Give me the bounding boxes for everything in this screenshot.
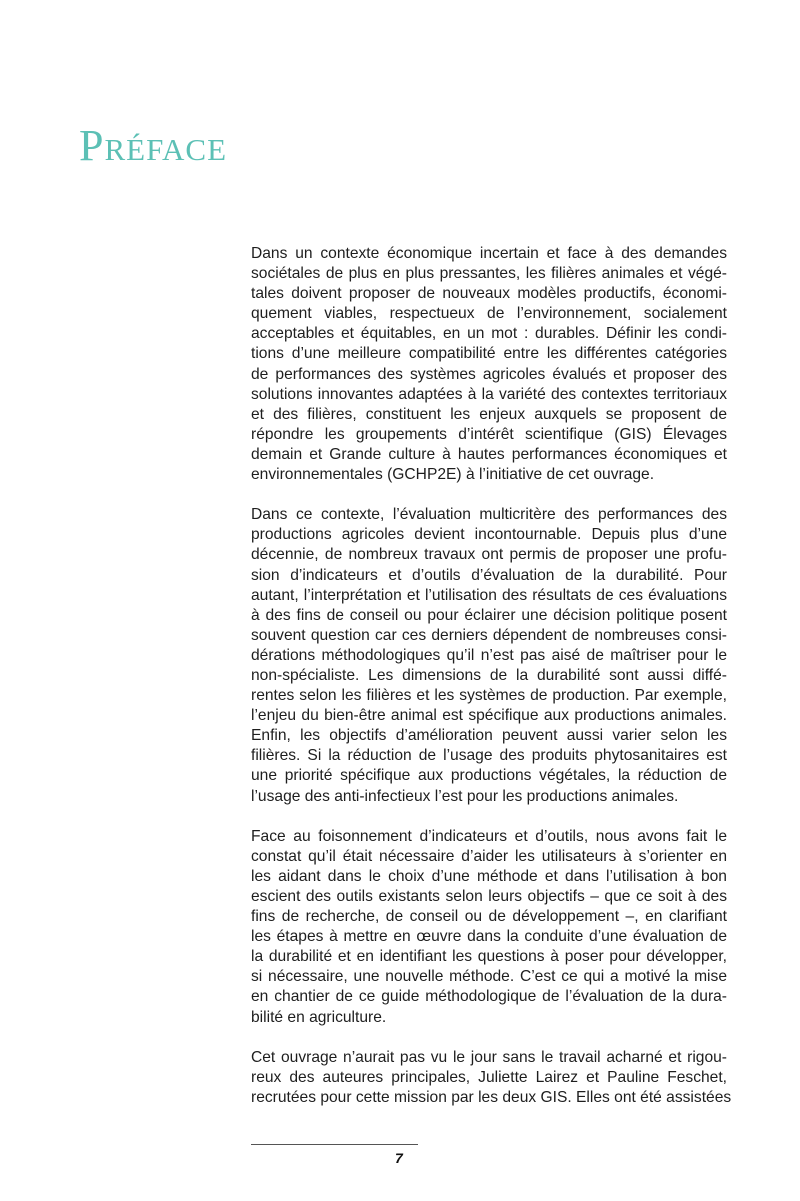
text-line: reux des auteures principales, Juliette Lairez et Pauline Feschet, bbox=[251, 1068, 727, 1086]
text-line: l’usage des anti-infectieux l’est pour les productions animales. bbox=[251, 787, 679, 805]
text-line: tales doivent proposer de nouveaux modèles productifs, économi- bbox=[251, 285, 727, 303]
text-line: les étapes à mettre en œuvre dans la conduite d’une évaluation de bbox=[251, 928, 727, 946]
text-line: productions agricoles devient incontournable. Depuis plus d’une bbox=[251, 526, 727, 544]
text-line: Face au foisonnement d’indicateurs et d’outils, nous avons fait le bbox=[251, 827, 727, 845]
text-line: une priorité spécifique aux productions végétales, la réduction de bbox=[251, 767, 727, 785]
text-line: l’enjeu du bien-être animal est spécifique aux productions animales. bbox=[251, 707, 727, 725]
text-line: bilité en agriculture. bbox=[251, 1008, 387, 1026]
text-line: Cet ouvrage n’aurait pas vu le jour sans le travail acharné et rigou- bbox=[251, 1048, 727, 1066]
footer-rule bbox=[251, 1144, 418, 1145]
text-line: souvent question car ces derniers dépendent de nombreuses consi- bbox=[251, 626, 727, 644]
text-line: environnementales (GCHP2E) à l’initiative de cet ouvrage. bbox=[251, 466, 655, 484]
text-line: sion d’indicateurs et d’outils d’évaluation de la durabilité. Pour bbox=[251, 566, 727, 584]
text-line: non-spécialiste. Les dimensions de la durabilité sont aussi diffé- bbox=[251, 666, 727, 684]
text-line: dérations méthodologiques qu’il n’est pas aisé de maîtriser pour le bbox=[251, 646, 727, 664]
text-line: demain et Grande culture à hautes performances économiques et bbox=[251, 445, 727, 463]
text-line: constat qu’il était nécessaire d’aider les utilisateurs à s’orienter en bbox=[251, 847, 727, 865]
text-line: filières. Si la réduction de l’usage des produits phytosanitaires est bbox=[251, 747, 727, 765]
text-line: décennie, de nombreux travaux ont permis de proposer une profu- bbox=[251, 546, 727, 564]
text-line: escient des outils existants selon leurs objectifs – que ce soit à des bbox=[251, 888, 727, 905]
paragraph bbox=[251, 244, 727, 485]
page-number: 7 bbox=[395, 1150, 403, 1166]
text-line: autant, l’interprétation et l’utilisation des résultats de ces évaluations bbox=[251, 586, 727, 604]
text-line: les aidant dans le choix d’une méthode et dans l’utilisation à bon bbox=[251, 867, 727, 885]
text-line: en chantier de ce guide méthodologique de l’évaluation de la dura- bbox=[251, 988, 727, 1006]
paragraph bbox=[251, 1048, 732, 1108]
text-line: si nécessaire, une nouvelle méthode. C’est ce qui a motivé la mise bbox=[251, 968, 727, 986]
paragraph bbox=[251, 505, 727, 806]
text-line: rentes selon les filières et les systèmes de production. Par exemple, bbox=[251, 687, 727, 705]
text-line: de performances des systèmes agricoles évalués et proposer des bbox=[251, 365, 727, 383]
text-line: à des fins de conseil ou pour éclairer une décision politique posent bbox=[251, 606, 727, 624]
paragraph bbox=[251, 827, 727, 1028]
text-line: répondre les groupements d’intérêt scientifique (GIS) Élevages bbox=[251, 425, 727, 443]
text-line: sociétales de plus en plus pressantes, les filières animales et végé- bbox=[251, 265, 727, 283]
text-line: Dans un contexte économique incertain et face à des demandes bbox=[251, 245, 727, 262]
text-line: Enfin, les objectifs d’amélioration peuvent aussi varier selon les bbox=[251, 727, 727, 745]
text-line: recrutées pour cette mission par les deux GIS. Elles ont été assistées bbox=[251, 1088, 732, 1106]
body-text bbox=[251, 244, 732, 1128]
text-line: fins de recherche, de conseil ou de développement –, en clarifiant bbox=[251, 908, 727, 926]
text-line: solutions innovantes adaptées à la variété des contextes territoriaux bbox=[251, 385, 727, 403]
page-title: Préface bbox=[79, 121, 228, 170]
text-line: acceptables et équitables, en un mot : durables. Définir les condi- bbox=[251, 325, 727, 343]
text-line: tions d’une meilleure compatibilité entre les différentes catégories bbox=[251, 345, 727, 363]
text-line: et des filières, constituent les enjeux auxquels se proposent de bbox=[251, 405, 727, 423]
text-line: Dans ce contexte, l’évaluation multicritère des performances des bbox=[251, 506, 727, 524]
text-line: la durabilité et en identifiant les questions à poser pour développer, bbox=[251, 948, 727, 966]
text-line: quement viables, respectueux de l’environnement, socialement bbox=[251, 305, 727, 323]
